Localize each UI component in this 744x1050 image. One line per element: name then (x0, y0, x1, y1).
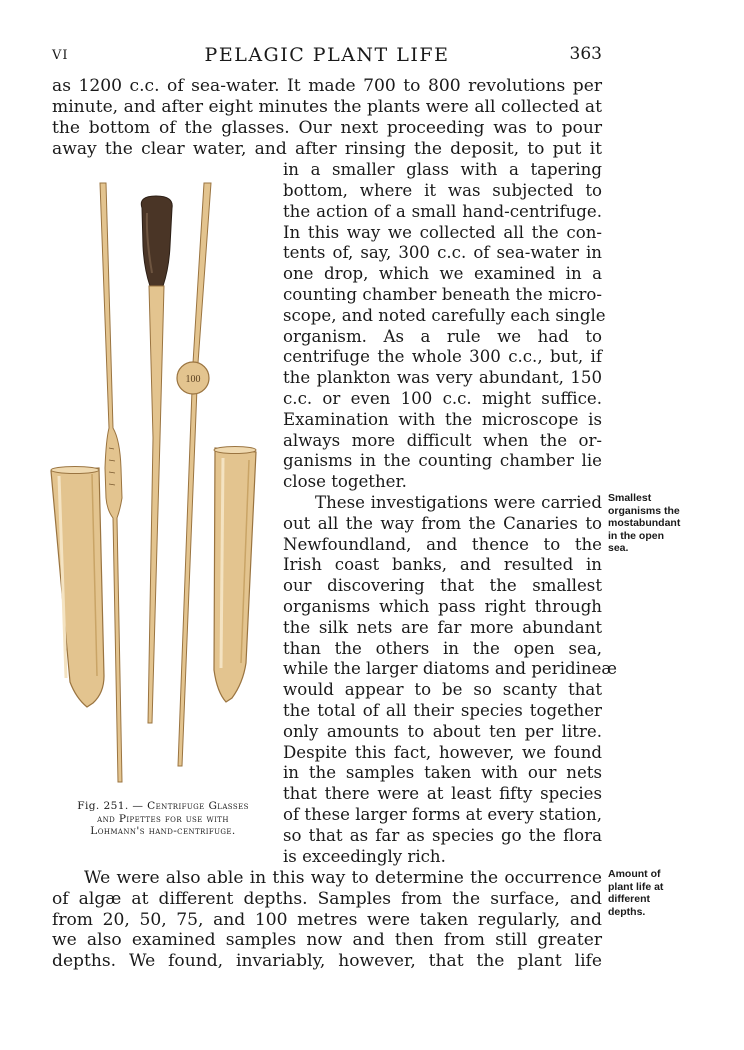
body-text-line: bottom, where it was subjected to (283, 181, 602, 200)
body-text-line: would appear to be so scanty that (283, 680, 602, 699)
body-text-line: ganisms in the counting chamber lie (283, 451, 602, 470)
margin-note-smallest-organisms (608, 492, 698, 555)
margin-note-line: depths. (608, 905, 646, 918)
pipette-measuring (178, 183, 211, 766)
caption-line: and Pipettes for use with (97, 812, 229, 825)
body-text-line: out all the way from the Canaries to (283, 514, 602, 533)
body-text-line: the silk nets are far more abundant (283, 618, 602, 637)
figure-number: Fig. 251. (77, 800, 129, 812)
body-text-line: than the others in the open sea, (283, 639, 602, 658)
margin-note-line: different (608, 893, 650, 906)
body-text-line: as 1200 c.c. of sea-water. It made 700 to 800 revolutions per (52, 76, 602, 96)
paragraph-end-line: close together. (283, 472, 407, 491)
body-text-line: in the samples taken with our nets (283, 763, 602, 782)
body-text-line: the action of a small hand-centrifuge. (283, 202, 602, 221)
running-title: PELAGIC PLANT LIFE (204, 44, 450, 66)
body-text-line: the total of all their species together (283, 701, 602, 720)
body-text-line: of algæ at different depths. Samples from the surface, and (52, 889, 602, 909)
chapter-number: VI (52, 48, 69, 63)
body-text-line: tents of, say, 300 c.c. of sea-water in (283, 243, 602, 262)
body-text-line: Irish coast banks, and resulted in (283, 555, 602, 574)
margin-note-line: organisms the (608, 504, 680, 517)
body-text-line: we also examined samples now and then from still greater (52, 930, 602, 950)
margin-note-plant-life-depths (608, 868, 698, 918)
margin-note-line: plant life at (608, 880, 664, 893)
body-text-line: counting chamber beneath the micro- (283, 285, 602, 304)
body-text-line: centrifuge the whole 300 c.c., but, if (283, 347, 602, 366)
body-text-line: from 20, 50, 75, and 100 metres were taken regularly, and (52, 910, 602, 930)
body-text-line: organism. As a rule we had to (283, 327, 602, 346)
margin-note-line: mostabundant (608, 517, 681, 530)
body-text-line: always more difficult when the or- (283, 431, 602, 450)
caption-line: Lohmann's hand-centrifuge. (90, 825, 236, 837)
body-text-line: Despite this fact, however, we found (283, 743, 602, 762)
figure-caption (50, 800, 276, 838)
margin-note-line: Amount of (608, 868, 661, 880)
paragraph-end-line: is exceedingly rich. (283, 847, 446, 866)
pipette-graduated (100, 183, 122, 782)
body-text-line: of these larger forms at every station, (283, 805, 603, 824)
body-text-line: only amounts to about ten per litre. (283, 722, 602, 741)
margin-note-line: sea. (608, 542, 629, 555)
body-text-line: Newfoundland, and thence to the (283, 535, 602, 554)
body-text-line: the plankton was very abundant, 150 (283, 368, 602, 387)
pipette-volume-label: 100 (185, 374, 201, 385)
body-text-line: away the clear water, and after rinsing the deposit, to put it (52, 139, 602, 159)
margin-note-line: Smallest (608, 492, 652, 504)
body-text-line: In this way we collected all the con- (283, 223, 602, 242)
centrifuge-figure (46, 178, 268, 786)
body-text-line: while the larger diatoms and peridineæ (283, 659, 618, 678)
body-text-line: minute, and after eight minutes the plants were all collected at (52, 97, 602, 117)
body-text-line: that there were at least fifty species (283, 784, 602, 803)
body-text-line: the bottom of the glasses. Our next proceeding was to pour (52, 118, 602, 138)
body-text-line: scope, and noted carefully each single (283, 306, 606, 325)
pipette-bulb (148, 286, 164, 723)
body-text-line: our discovering that the smallest (283, 576, 602, 595)
body-text-line: so that as far as species go the flora (283, 826, 602, 845)
body-text-line: organisms which pass right through (283, 597, 602, 616)
caption-line: Centrifuge Glasses (147, 800, 249, 812)
body-text-line: Examination with the microscope is (283, 410, 602, 429)
caption-dash: — (128, 800, 148, 812)
margin-note-line: in the open (608, 529, 664, 542)
body-text-line: c.c. or even 100 c.c. might suffice. (283, 389, 602, 408)
page-number: 363 (569, 44, 602, 64)
body-text-line: one drop, which we examined in a (283, 264, 602, 283)
rubber-bulb (141, 196, 172, 286)
running-header (52, 44, 602, 70)
paragraph-first-line: These investigations were carried (315, 493, 602, 512)
body-text-line: in a smaller glass with a tapering (283, 160, 602, 179)
body-text-line: depths. We found, invariably, however, that the plant life (52, 951, 602, 971)
paragraph-first-line: We were also able in this way to determine the occurrence (84, 868, 602, 888)
